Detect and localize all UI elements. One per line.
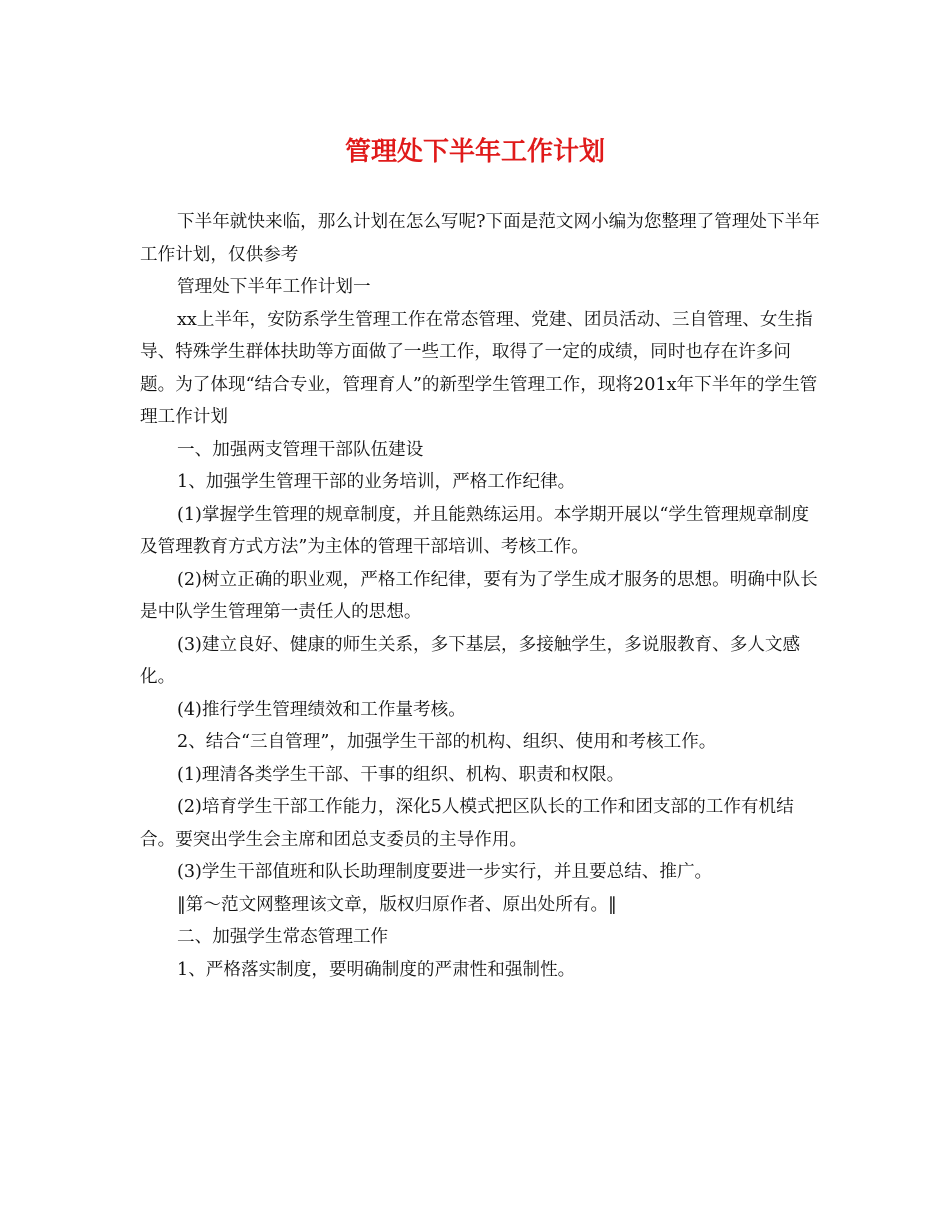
paragraph-summary: xx上半年，安防系学生管理工作在常态管理、党建、团员活动、三自管理、女生指导、特殊学生群体扶助等方面做了一些工作，取得了一定的成绩，同时也存在许多问题。为了体现“结合专业，管理育人”的新型学生管理工作，现将201x年下半年的学生管理工作计划 — [140, 309, 818, 427]
subsection-heading-1-1: 1、加强学生管理干部的业务培训，严格工作纪律。 — [177, 472, 576, 492]
subsection-heading-1-2: 2、结合“三自管理”，加强学生干部的机构、组织、使用和考核工作。 — [177, 732, 717, 752]
list-item-1-1-1: (1)掌握学生管理的规章制度，并且能熟练运用。本学期开展以“学生管理规章制度及管理教育方式方法”为主体的管理干部培训、考核工作。 — [140, 504, 810, 557]
list-item-1-1-3: (3)建立良好、健康的师生关系，多下基层，多接触学生，多说服教育、多人文感化。 — [140, 634, 801, 687]
section-heading-2: 二、加强学生常态管理工作 — [177, 927, 389, 947]
copyright-notice: ‖第～范文网整理该文章，版权归原作者、原出处所有。‖ — [177, 894, 617, 915]
list-item-1-2-3: (3)学生干部值班和队长助理制度要进一步实行，并且要总结、推广。 — [177, 862, 713, 882]
list-item-1-1-4: (4)推行学生管理绩效和工作量考核。 — [177, 699, 466, 720]
paragraph-intro: 下半年就快来临，那么计划在怎么写呢?下面是范文网小编为您整理了管理处下半年工作计划，仅供参考 — [140, 212, 820, 265]
list-item-1-2-2: (2)培育学生干部工作能力，深化5人模式把区队长的工作和团支部的工作有机结合。要突出学生会主席和团总支委员的主导作用。 — [140, 797, 794, 850]
document-body — [140, 206, 820, 986]
list-item-1-2-1: (1)理清各类学生干部、干事的组织、机构、职责和权限。 — [177, 764, 625, 785]
document-title: 管理处下半年工作计划 — [344, 137, 605, 167]
list-item-1-1-2: (2)树立正确的职业观，严格工作纪律，要有为了学生成才服务的思想。明确中队长是中队学生管理第一责任人的思想。 — [140, 569, 818, 622]
subsection-heading-2-1: 1、严格落实制度，要明确制度的严肃性和强制性。 — [177, 959, 576, 980]
paragraph-plan-heading: 管理处下半年工作计划一 — [177, 277, 371, 297]
section-heading-1: 一、加强两支管理干部队伍建设 — [177, 439, 424, 460]
